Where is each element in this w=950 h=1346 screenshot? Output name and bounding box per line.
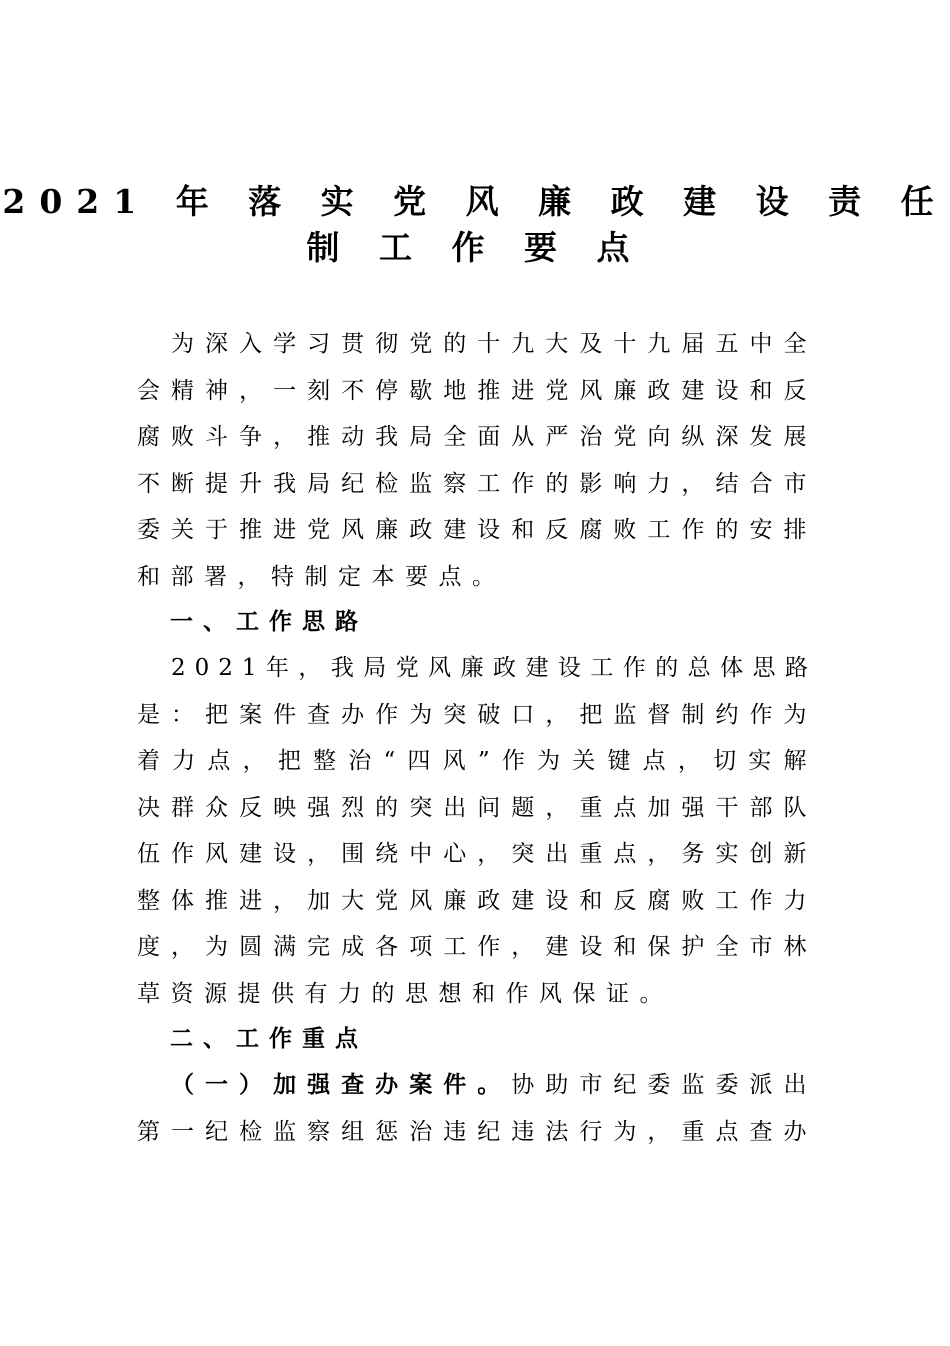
intro-paragraph: [137, 321, 817, 600]
intro-line: 和部署，特制定本要点。: [137, 563, 506, 590]
section-heading-work-approach: 一、工作思路: [170, 609, 368, 635]
section1-line: 草资源提供有力的思想和作风保证。: [137, 980, 673, 1007]
section2-line: 第一纪检监察组惩治违纪违法行为，重点查办: [137, 1118, 817, 1145]
intro-line: 会精神，一刻不停歇地推进党风廉政建设和反: [137, 377, 817, 404]
section1-line: 是：把案件查办作为突破口，把监督制约作为: [137, 701, 817, 728]
section1-line: 伍作风建设，围绕中心，突出重点，务实创新: [137, 841, 817, 867]
document-title-line-2: 制 工 作 要 点: [306, 228, 644, 267]
section1-line: 决群众反映强烈的突出问题，重点加强干部队: [137, 794, 817, 821]
section1-line: 着力点，把整治“四风”作为关键点，切实解: [137, 748, 817, 774]
intro-line: 委关于推进党风廉政建设和反腐败工作的安排: [137, 517, 817, 543]
section2-item1-text: 协助市纪委监委派出: [511, 1072, 818, 1098]
section-heading-work-focus: 二、工作重点: [170, 1026, 368, 1052]
intro-line: 腐败斗争，推动我局全面从严治党向纵深发展: [137, 424, 817, 450]
intro-line: 为深入学习贯彻党的十九大及十九届五中全: [171, 331, 817, 357]
section1-paragraph: [137, 645, 817, 1017]
section1-line: 2021年，我局党风廉政建设工作的总体思路: [171, 655, 817, 681]
section1-line: 度，为圆满完成各项工作，建设和保护全市林: [137, 934, 817, 960]
section2-paragraph: [137, 1062, 817, 1155]
section2-item1-heading: （一）加强查办案件。: [171, 1072, 512, 1098]
section2-line: [137, 1062, 817, 1109]
document-title-line-1: 2021 年 落 实 党 风 廉 政 建 设 责 任: [2, 182, 948, 221]
intro-line: 不断提升我局纪检监察工作的影响力，结合市: [137, 470, 817, 497]
section1-line: 整体推进，加大党风廉政建设和反腐败工作力: [137, 887, 817, 914]
